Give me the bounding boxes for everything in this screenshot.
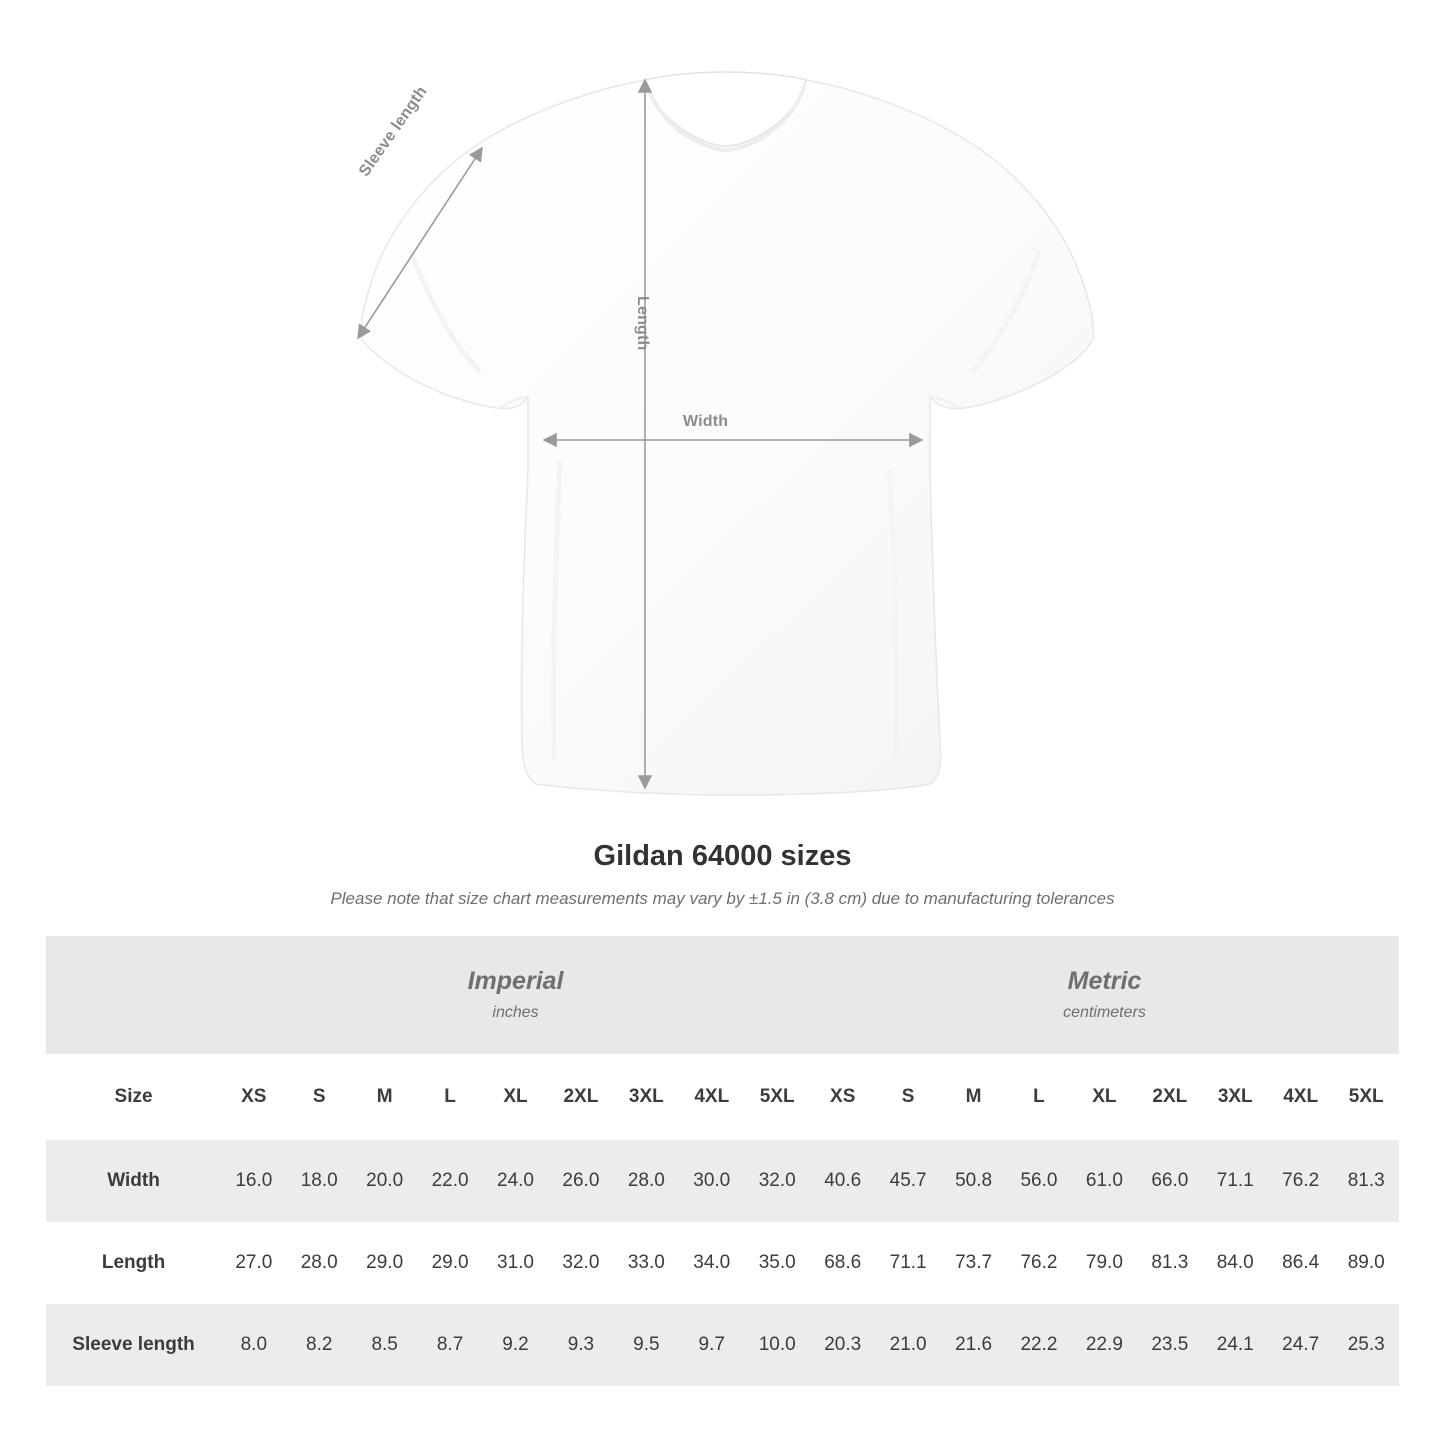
cell-length-imperial-5: 32.0 [548,1222,613,1304]
sleeve-length-label: Sleeve length [356,83,431,180]
header-size-metric-6: 3XL [1203,1054,1268,1140]
page-title: Gildan 64000 sizes [593,840,852,872]
header-size-imperial-1: S [287,1054,352,1140]
header-size-imperial-0: XS [221,1054,286,1140]
tolerance-note: Please note that size chart measurements may vary by ±1.5 in (3.8 cm) due to manufacturing tolerances [330,889,1115,908]
header-size-imperial-2: M [352,1054,417,1140]
cell-length-metric-5: 81.3 [1137,1222,1202,1304]
cell-sleeve-imperial-5: 9.3 [548,1304,613,1386]
cell-length-metric-7: 86.4 [1268,1222,1333,1304]
header-size-imperial-5: 2XL [548,1054,613,1140]
cell-width-metric-0: 40.6 [810,1140,875,1222]
header-size-imperial-4: XL [483,1054,548,1140]
cell-width-imperial-4: 24.0 [483,1140,548,1222]
header-size-imperial-3: L [417,1054,482,1140]
title-block [0,840,1445,909]
size-chart-table [46,936,1399,1386]
unit-imperial-cell [221,936,810,1054]
row-label-sleeve-length: Sleeve length [46,1304,221,1386]
cell-width-imperial-1: 18.0 [287,1140,352,1222]
cell-sleeve-metric-3: 22.2 [1006,1304,1071,1386]
cell-width-imperial-0: 16.0 [221,1140,286,1222]
cell-sleeve-imperial-3: 8.7 [417,1304,482,1386]
cell-length-metric-8: 89.0 [1333,1222,1399,1304]
row-label-length: Length [46,1222,221,1304]
cell-width-imperial-7: 30.0 [679,1140,744,1222]
cell-sleeve-metric-4: 22.9 [1072,1304,1137,1386]
cell-width-imperial-3: 22.0 [417,1140,482,1222]
cell-sleeve-metric-1: 21.0 [875,1304,940,1386]
unit-imperial-name: Imperial [467,967,564,996]
size-chart-table-wrap [46,936,1399,1386]
cell-width-metric-3: 56.0 [1006,1140,1071,1222]
cell-length-metric-6: 84.0 [1203,1222,1268,1304]
cell-length-metric-3: 76.2 [1006,1222,1071,1304]
cell-width-metric-5: 66.0 [1137,1140,1202,1222]
cell-sleeve-metric-6: 24.1 [1203,1304,1268,1386]
cell-length-imperial-2: 29.0 [352,1222,417,1304]
unit-metric-sub: centimeters [1063,1003,1146,1021]
cell-sleeve-imperial-2: 8.5 [352,1304,417,1386]
cell-sleeve-imperial-6: 9.5 [614,1304,679,1386]
cell-length-imperial-7: 34.0 [679,1222,744,1304]
cell-length-imperial-4: 31.0 [483,1222,548,1304]
cell-width-imperial-6: 28.0 [614,1140,679,1222]
cell-width-imperial-5: 26.0 [548,1140,613,1222]
header-size-imperial-7: 4XL [679,1054,744,1140]
length-label: Length [634,296,651,351]
cell-length-metric-2: 73.7 [941,1222,1006,1304]
cell-length-imperial-1: 28.0 [287,1222,352,1304]
unit-metric-cell [810,936,1399,1054]
cell-sleeve-imperial-8: 10.0 [744,1304,810,1386]
header-size-metric-4: XL [1072,1054,1137,1140]
cell-width-imperial-8: 32.0 [744,1140,810,1222]
cell-sleeve-metric-8: 25.3 [1333,1304,1399,1386]
cell-length-metric-1: 71.1 [875,1222,940,1304]
table-row [46,1304,1399,1386]
row-label-width: Width [46,1140,221,1222]
cell-width-metric-2: 50.8 [941,1140,1006,1222]
cell-length-imperial-0: 27.0 [221,1222,286,1304]
cell-length-imperial-3: 29.0 [417,1222,482,1304]
size-header-row [46,1054,1399,1140]
cell-sleeve-imperial-1: 8.2 [287,1304,352,1386]
cell-sleeve-imperial-7: 9.7 [679,1304,744,1386]
cell-sleeve-imperial-4: 9.2 [483,1304,548,1386]
cell-sleeve-metric-2: 21.6 [941,1304,1006,1386]
header-size-metric-3: L [1006,1054,1071,1140]
cell-width-imperial-2: 20.0 [352,1140,417,1222]
header-size-label: Size [46,1054,221,1140]
header-size-imperial-8: 5XL [744,1054,810,1140]
table-row [46,1140,1399,1222]
cell-length-metric-4: 79.0 [1072,1222,1137,1304]
header-size-imperial-6: 3XL [614,1054,679,1140]
cell-sleeve-metric-5: 23.5 [1137,1304,1202,1386]
cell-sleeve-metric-7: 24.7 [1268,1304,1333,1386]
cell-sleeve-imperial-0: 8.0 [221,1304,286,1386]
cell-length-imperial-6: 33.0 [614,1222,679,1304]
header-size-metric-2: M [941,1054,1006,1140]
unit-spacer-cell [46,936,221,1054]
cell-width-metric-4: 61.0 [1072,1140,1137,1222]
cell-width-metric-1: 45.7 [875,1140,940,1222]
header-size-metric-0: XS [810,1054,875,1140]
table-row [46,1222,1399,1304]
unit-imperial-sub: inches [492,1003,539,1021]
cell-width-metric-6: 71.1 [1203,1140,1268,1222]
unit-header-row [46,936,1399,1054]
cell-width-metric-8: 81.3 [1333,1140,1399,1222]
unit-metric-name: Metric [1067,967,1142,996]
cell-length-imperial-8: 35.0 [744,1222,810,1304]
header-size-metric-5: 2XL [1137,1054,1202,1140]
header-size-metric-1: S [875,1054,940,1140]
shirt-shape [362,72,1094,795]
width-label: Width [683,413,729,430]
header-size-metric-7: 4XL [1268,1054,1333,1140]
cell-sleeve-metric-0: 20.3 [810,1304,875,1386]
cell-length-metric-0: 68.6 [810,1222,875,1304]
cell-width-metric-7: 76.2 [1268,1140,1333,1222]
header-size-metric-8: 5XL [1333,1054,1399,1140]
